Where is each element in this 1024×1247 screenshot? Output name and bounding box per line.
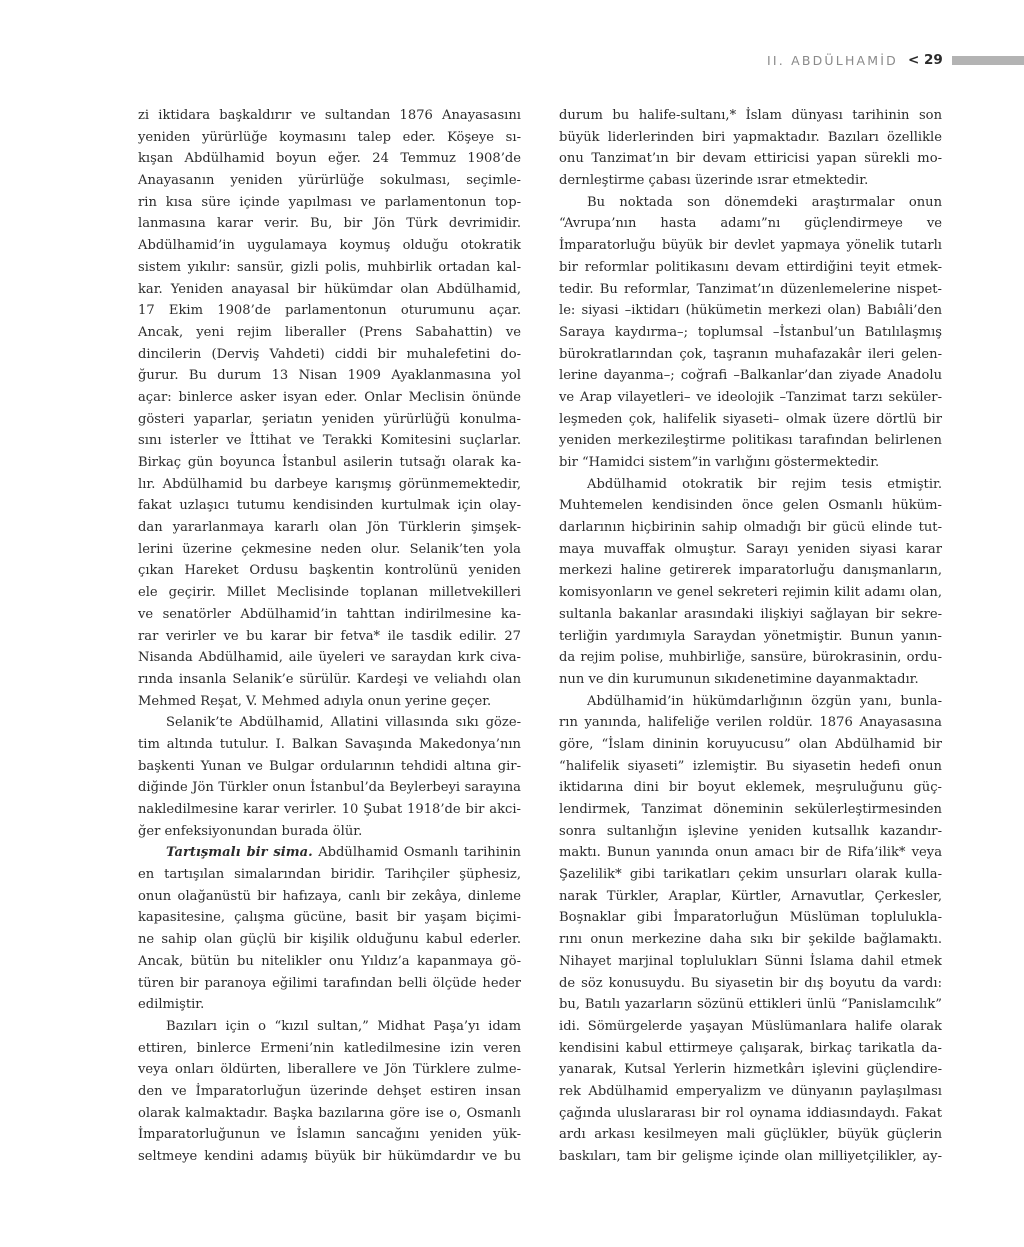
text-line — [138, 1059, 521, 1081]
section-run-in-heading: Tartışmalı bir sima. — [166, 845, 313, 861]
text-line — [138, 842, 521, 864]
text-line-content: maya muvaffak olmuştur. Sarayı yeniden siyasi karar — [559, 541, 942, 557]
text-line — [559, 691, 942, 713]
text-line — [138, 148, 521, 170]
text-line-content: bir reformlar politikasını devam ettirdiğini teyit etmek- — [559, 259, 942, 275]
text-line-content: kendisini kabul ettirmeye çalışarak, birkaç tarikatla da- — [559, 1040, 942, 1056]
text-line-content: kapasitesine, çalışma gücüne, basit bir yaşam biçimi- — [138, 910, 521, 926]
text-line — [559, 582, 942, 604]
text-line-content: terliğin yardımıyla Saraydan yönetmiştir. Bunun yanın- — [559, 628, 942, 644]
text-line — [138, 582, 521, 604]
text-line-content: Anayasanın yeniden yürürlüğe sokulması, seçimle- — [138, 173, 521, 189]
text-line — [138, 777, 521, 799]
text-line-content: darlarının hiçbirinin sahip olmadığı bir gücü elinde tut- — [559, 520, 942, 536]
text-line — [559, 365, 942, 387]
text-line-content: iktidarına dini bir boyut eklemek, meşruluğunu güç- — [559, 780, 942, 796]
text-line-content: “Avrupa’nın hasta adamı”nı güçlendirmeye ve — [559, 216, 942, 232]
text-line-content: sonra sultanlığın işlevine yeniden kutsallık kazandır- — [559, 823, 942, 839]
text-line — [138, 105, 521, 127]
text-line-content: onun olağanüstü bir hafızaya, canlı bir zekâya, dinleme — [138, 888, 521, 904]
text-line-content: ardı arkası kesilmeyen mali güçlükler, büyük güçlerin — [559, 1127, 942, 1143]
text-line-content: ğurur. Bu durum 13 Nisan 1909 Ayaklanmasına yol — [138, 368, 521, 384]
text-line-content: Mehmed Reşat, V. Mehmed adıyla onun yerine geçer. — [138, 693, 492, 709]
text-line-content: rında insanla Selanik’e sürülür. Kardeşi ve veliahdı olan — [138, 671, 521, 687]
text-line-content: Birkaç gün boyunca İstanbul asilerin tutsağı olarak ka- — [138, 455, 521, 470]
text-line-content: sını isterler ve İttihat ve Terakki Komitesini suçlarlar. — [138, 433, 521, 449]
text-line — [559, 1103, 942, 1125]
text-line — [559, 734, 942, 756]
text-line-content: bir “Hamidci sistem”in varlığını göstermektedir. — [559, 455, 880, 470]
text-line-content: edilmiştir. — [138, 997, 205, 1013]
running-header — [0, 52, 1024, 70]
text-line — [138, 973, 521, 995]
text-line-content: de söz konusuydu. Bu siyasetin bir dış boyutu da vardı: — [559, 975, 942, 991]
text-line — [559, 777, 942, 799]
text-line — [559, 886, 942, 908]
text-line-content: İmparatorluğu büyük bir devlet yapmaya yönelik tutarlı — [559, 238, 942, 254]
text-line-content: çağında uluslararası bir rol oynama iddiasındaydı. Fakat — [559, 1105, 942, 1121]
text-line — [559, 1016, 942, 1038]
text-line — [559, 322, 942, 344]
text-line-content: 17 Ekim 1908’de parlamentonun oturumunu açar. — [138, 303, 521, 319]
text-line — [559, 1081, 942, 1103]
text-line — [559, 842, 942, 864]
text-line — [138, 387, 521, 409]
text-line — [559, 864, 942, 886]
text-line — [138, 170, 521, 192]
text-line — [559, 1059, 942, 1081]
text-line — [559, 821, 942, 843]
text-line-content: “halifelik siyaseti” izlemiştir. Bu siyasetin hedefi onun — [559, 758, 942, 774]
text-line-content: en tartışılan simalarından biridir. Tarihçiler şüphesiz, — [138, 867, 521, 883]
text-line-content: diğinde Jön Türkler onun İstanbul’da Beylerbeyi sarayına — [138, 780, 521, 796]
text-line-content: rını onun merkezine daha sıkı bir şekilde bağlamaktı. — [559, 932, 942, 948]
text-line-content: başkenti Yunan ve Bulgar ordularının tehdidi altına gir- — [138, 758, 521, 774]
text-line-content: Saraya kaydırma–; toplumsal –İstanbul’un Batılılaşmış — [559, 324, 942, 340]
text-line — [559, 1124, 942, 1146]
text-line-content: Abdülhamid’in hükümdarlığının özgün yanı, bunla- — [587, 693, 942, 709]
text-line — [138, 300, 521, 322]
text-line — [559, 474, 942, 496]
text-line-content: Abdülhamid’in uygulamaya koymuş olduğu otokratik — [138, 238, 521, 254]
text-line — [138, 821, 521, 843]
text-line — [559, 300, 942, 322]
text-line — [559, 387, 942, 409]
text-line — [138, 430, 521, 452]
text-line — [559, 539, 942, 561]
text-line — [559, 973, 942, 995]
text-line — [138, 907, 521, 929]
text-line-content: sultanla bakanlar arasındaki ilişkiyi sağlayan bir sekre- — [559, 606, 942, 622]
text-line-content: rin kısa süre içinde yapılması ve parlamentonun top- — [138, 194, 521, 210]
text-line — [559, 517, 942, 539]
text-line — [559, 192, 942, 214]
text-line-content: ve senatörler Abdülhamid’in tahttan indirilmesine ka- — [138, 606, 521, 622]
text-line — [138, 257, 521, 279]
text-line — [138, 235, 521, 257]
text-line-content: da rejim polise, muhbirliğe, sansüre, bürokrasinin, ordu- — [559, 650, 942, 666]
text-line — [559, 344, 942, 366]
text-line-content: lanmasına karar verir. Bu, bir Jön Türk devrimidir. — [138, 216, 521, 232]
text-line — [138, 799, 521, 821]
running-title: II. ABDÜLHAMİD — [766, 53, 898, 68]
text-line-content: Şazelilik* gibi tarikatları çekim unsurları olarak kulla- — [559, 867, 942, 883]
left-text-column — [138, 105, 521, 1168]
text-line-content: Abdülhamid Osmanlı tarihinin — [318, 845, 521, 861]
text-line-content: Nihayet marjinal toplulukları Sünni İslama dahil etmek — [559, 953, 942, 969]
text-line — [138, 712, 521, 734]
text-line-content: kar. Yeniden anayasal bir hükümdar olan Abdülhamid, — [138, 281, 521, 297]
text-line-content: Abdülhamid otokratik bir rejim tesis etmiştir. — [587, 476, 942, 492]
text-line-content: İmparatorluğunun ve İslamın sancağını yeniden yük- — [138, 1127, 521, 1143]
text-line-content: kışan Abdülhamid boyun eğer. 24 Temmuz 1908’de — [138, 151, 521, 167]
text-line-content: Selanik’te Abdülhamid, Allatini villasında sıkı göze- — [166, 715, 521, 731]
text-line — [559, 604, 942, 626]
text-line-content: lerine dayanma–; coğrafi –Balkanlar’dan ziyade Anadolu — [559, 368, 942, 384]
text-line — [559, 279, 942, 301]
text-line-content: çıkan Hareket Ordusu başkentin kontrolünü yeniden — [138, 563, 521, 579]
text-line-content: ne sahip olan güçlü bir kişilik olduğunu kabul ederler. — [138, 932, 521, 948]
text-line-content: yeniden merkezileştirme politikası tarafından belirlenen — [559, 433, 942, 449]
text-line — [138, 409, 521, 431]
text-line-content: dincilerin (Derviş Vahdeti) ciddi bir muhalefetini do- — [138, 346, 521, 362]
text-line-content: gösteri yaparlar, şeriatın yeniden yürürlüğü konulma- — [138, 411, 521, 427]
text-line-content: olarak kalmaktadır. Başka bazılarına göre ise o, Osmanlı — [138, 1105, 521, 1121]
text-line-content: rar verirler ve bu karar bir fetva* ile tasdik edilir. 27 — [138, 628, 521, 644]
text-line — [559, 127, 942, 149]
text-line — [138, 951, 521, 973]
text-line — [138, 756, 521, 778]
text-line-content: ve Arap vilayetleri– ve ideolojik –Tanzimat tarzı seküler- — [559, 389, 942, 405]
text-line — [138, 929, 521, 951]
text-line-content: lendirmek, Tanzimat döneminin sekülerleştirmesinden — [559, 802, 942, 817]
text-line — [559, 560, 942, 582]
text-line — [138, 1016, 521, 1038]
text-line — [559, 452, 942, 474]
text-line-content: veya onları öldürten, liberallere ve Jön Türklere zulme- — [138, 1062, 521, 1078]
text-line — [138, 1103, 521, 1125]
text-line-content: Boşnaklar gibi İmparatorluğun Müslüman toplulukla- — [559, 910, 942, 926]
text-line — [559, 213, 942, 235]
text-line — [138, 517, 521, 539]
text-line — [138, 864, 521, 886]
text-line — [559, 951, 942, 973]
text-line-content: idi. Sömürgelerde yaşayan Müslümanlara halife olarak — [559, 1018, 942, 1034]
text-line — [138, 626, 521, 648]
text-line — [559, 907, 942, 929]
text-line-content: le: siyasi –iktidarı (hükümetin merkezi olan) Babıâli’den — [559, 303, 942, 319]
text-line-content: rın yanında, halifeliğe verilen roldür. 1876 Anayasasına — [559, 715, 942, 731]
text-line-content: Muhtemelen kendisinden önce gelen Osmanlı hüküm- — [559, 498, 942, 514]
text-line — [559, 647, 942, 669]
text-line — [559, 929, 942, 951]
text-line-content: nun ve din kurumunun sıkıdenetimine dayanmaktadır. — [559, 671, 919, 687]
text-line-content: ettiren, binlerce Ermeni’nin katledilmesine izin veren — [138, 1040, 521, 1056]
text-line — [559, 409, 942, 431]
text-line — [138, 344, 521, 366]
text-line-content: Ancak, bütün bu nitelikler onu Yıldız’a kapanmaya gö- — [138, 953, 521, 969]
text-line — [559, 1146, 942, 1168]
text-line-content: dernleştirme çabası üzerinde ısrar etmektedir. — [559, 173, 869, 189]
text-line-content: den ve İmparatorluğun üzerinde dehşet estiren insan — [138, 1083, 521, 1099]
text-line-content: bu, Batılı yazarların sözünü ettikleri ünlü “Panislamcılık” — [559, 997, 942, 1013]
text-line-content: göre, “İslam dininin koruyucusu” olan Abdülhamid bir — [559, 736, 942, 752]
text-line-content: seltmeye kendini adamış büyük bir hükümdardır ve bu — [138, 1149, 521, 1164]
text-line-content: sistem yıkılır: sansür, gizli polis, muhbirlik ortadan kal- — [138, 259, 521, 275]
text-line — [138, 192, 521, 214]
text-line — [138, 886, 521, 908]
text-line-content: narak Türkler, Araplar, Kürtler, Arnavutlar, Çerkesler, — [559, 888, 942, 904]
text-line-content: lır. Abdülhamid bu darbeye karışmış görünmemektedir, — [138, 476, 521, 492]
text-line-content: fakat uzlaşıcı tutumu kendisinden kurtulmak için olay- — [138, 498, 521, 514]
text-line-content: tedir. Bu reformlar, Tanzimat’ın düzenlemelerine nispet- — [559, 281, 942, 297]
text-line — [559, 430, 942, 452]
text-line-content: leşmeden çok, halifelik siyaseti– olmak üzere dörtlü bir — [559, 411, 942, 427]
text-line-content: tim altında tutulur. I. Balkan Savaşında Makedonya’nın — [138, 736, 521, 752]
text-line — [138, 994, 521, 1016]
text-line-content: onu Tanzimat’ın bir devam ettiricisi yapan sürekli mo- — [559, 151, 942, 167]
text-line — [138, 474, 521, 496]
text-line — [138, 1038, 521, 1060]
text-line-content: Bazıları için o “kızıl sultan,” Midhat Paşa’yı idam — [166, 1018, 521, 1034]
text-line — [559, 170, 942, 192]
text-line — [138, 691, 521, 713]
text-line-content: komisyonların ve genel sekreteri rejimin kilit adamı olan, — [559, 585, 942, 601]
text-line — [559, 235, 942, 257]
text-line — [138, 669, 521, 691]
text-line-content: durum bu halife-sultanı,* İslam dünyası tarihinin son — [559, 108, 942, 123]
text-line-content: ğer enfeksiyonundan burada ölür. — [138, 823, 363, 839]
text-line — [138, 452, 521, 474]
text-line-content: nakledilmesine karar verirler. 10 Şubat 1918’de bir akci- — [138, 802, 521, 817]
text-line — [138, 539, 521, 561]
text-line-content: zi iktidara başkaldırır ve sultandan 1876 Anayasasını — [138, 108, 521, 123]
text-line — [559, 626, 942, 648]
text-line — [138, 127, 521, 149]
text-line — [138, 1081, 521, 1103]
text-line — [559, 257, 942, 279]
page-number: < 29 — [908, 52, 943, 68]
text-line — [138, 1146, 521, 1168]
text-line-content: baskıları, tam bir gelişme içinde olan milliyetçilikler, ay- — [559, 1149, 942, 1164]
text-line-content: ele geçirir. Millet Meclisinde toplanan milletvekilleri — [138, 585, 521, 601]
text-line — [559, 756, 942, 778]
text-line — [559, 105, 942, 127]
text-line-content: lerini üzerine çekmesine neden olur. Selanik’ten yola — [138, 541, 521, 557]
text-line — [138, 560, 521, 582]
text-line — [138, 279, 521, 301]
text-line-content: dan yararlanmaya kararlı olan Jön Türklerin şimşek- — [138, 520, 521, 536]
text-line-content: Ancak, yeni rejim liberaller (Prens Sabahattin) ve — [138, 324, 521, 340]
text-line-content: merkezi haline getirerek imparatorluğu danışmanların, — [559, 563, 942, 579]
text-line — [138, 734, 521, 756]
text-line — [138, 213, 521, 235]
text-line-content: Nisanda Abdülhamid, aile üyeleri ve saraydan kırk civa- — [138, 650, 521, 666]
text-line-content: bürokratlarından çok, taşranın muhafazakâr ileri gelen- — [559, 346, 942, 362]
text-line-content: açar: binlerce asker isyan eder. Onlar Meclisin önünde — [138, 389, 521, 405]
text-line — [559, 799, 942, 821]
text-line-content: büyük liderlerinden biri yapmaktadır. Bazıları özellikle — [559, 129, 942, 145]
text-line — [138, 1124, 521, 1146]
header-decorative-bar — [952, 56, 1024, 65]
text-line — [138, 495, 521, 517]
text-line-content: maktı. Bunun yanında onun amacı bir de Rifa’ilik* veya — [559, 845, 942, 861]
text-line — [138, 322, 521, 344]
text-line — [559, 669, 942, 691]
right-text-column — [559, 105, 942, 1168]
text-line-content: Bu noktada son dönemdeki araştırmalar onun — [587, 194, 942, 210]
text-line-content: yeniden yürürlüğe koymasını talep eder. Köşeye sı- — [138, 129, 521, 145]
text-line — [559, 994, 942, 1016]
text-line — [559, 148, 942, 170]
text-line — [559, 495, 942, 517]
text-line-content: yanarak, Kutsal Yerlerin hizmetkârı işlevini güçlendire- — [559, 1062, 942, 1078]
text-line-content: rek Abdülhamid emperyalizm ve dünyanın paylaşılması — [559, 1083, 942, 1099]
text-line — [559, 712, 942, 734]
text-line — [138, 604, 521, 626]
text-line — [559, 1038, 942, 1060]
text-line-content: türen bir paranoya eğilimi tarafından belli ölçüde heder — [138, 975, 521, 991]
text-line — [138, 647, 521, 669]
text-line — [138, 365, 521, 387]
